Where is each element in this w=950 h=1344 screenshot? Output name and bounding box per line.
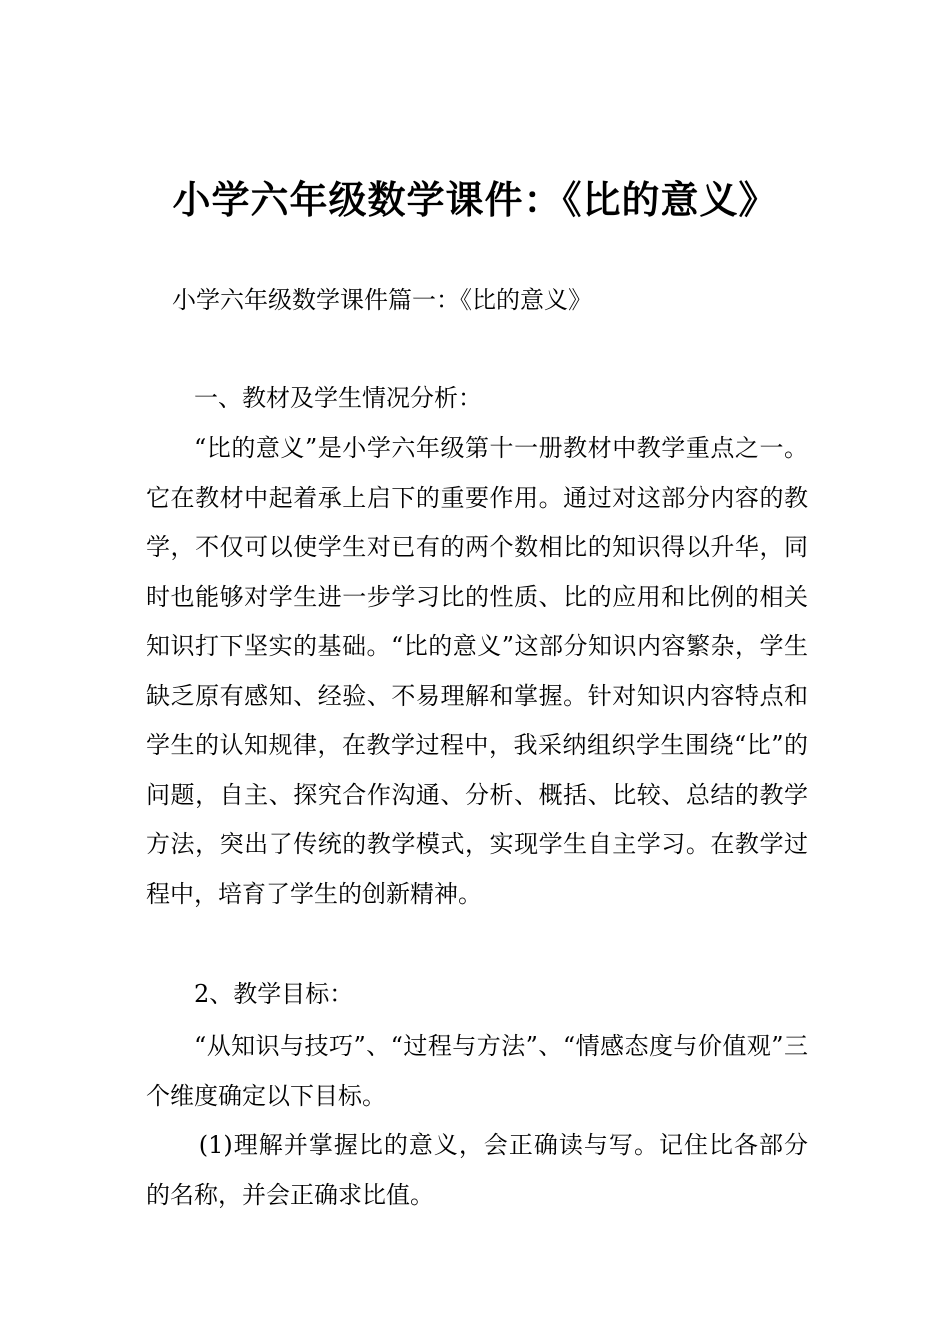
subtitle: 小学六年级数学课件篇一：《比的意义》 <box>172 286 592 314</box>
objective-item-1: (1)理解并掌握比的意义，会正确读与写。记住比各部分的名称，并会正确求比值。 <box>146 1131 808 1209</box>
section-2-heading: 2、教学目标： <box>194 980 354 1008</box>
section-2-paragraph: “从知识与技巧”、“过程与方法”、“情感态度与价值观”三个维度确定以下目标。 <box>146 1032 808 1110</box>
document-title: 小学六年级数学课件：《比的意义》 <box>172 178 778 222</box>
section-1-paragraph: “比的意义”是小学六年级第十一册教材中教学重点之一。它在教材中起着承上启下的重要作用。通过对这部分内容的教学，不仅可以使学生对已有的两个数相比的知识得以升华，同时也能够对学生进一步学习比的性质、比的应用和比例的相关知识打下坚实的基础。“比的意义”这部分知识内容繁杂，学生缺乏原有感知、经验、不易理解和掌握。针对知识内容特点和学生的认知规律，在教学过程中，我采纳组织学生围绕“比”的问题，自主、探究合作沟通、分析、概括、比较、总结的教学方法，突出了传统的教学模式，实现学生自主学习。在教学过程中，培育了学生的创新精神。 <box>146 434 808 908</box>
section-1-heading: 一、教材及学生情况分析： <box>194 384 482 412</box>
